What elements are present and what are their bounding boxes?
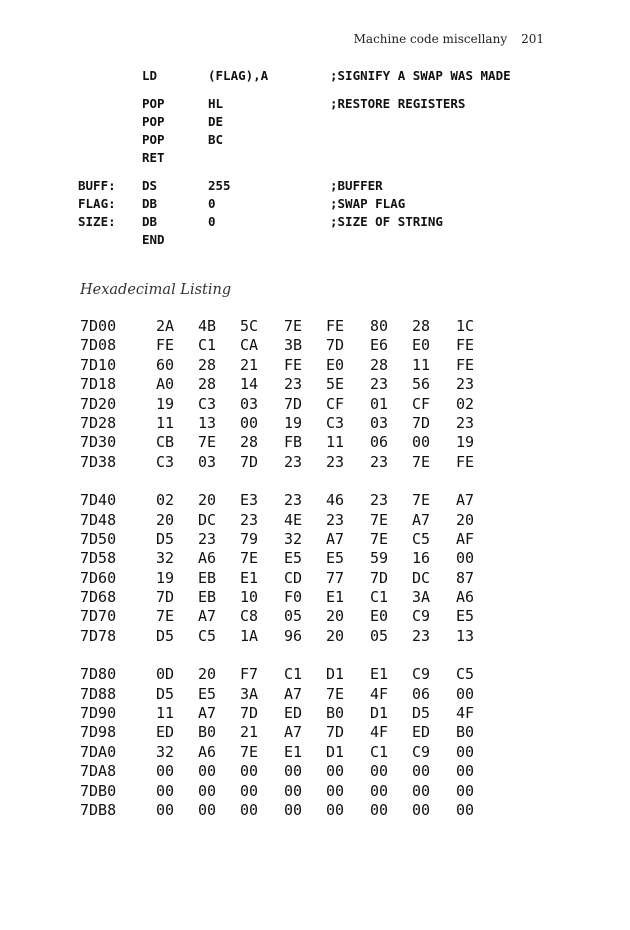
hex-byte: 00: [284, 781, 303, 800]
hex-byte: 7E: [326, 684, 345, 703]
assembly-listing: [78, 68, 548, 250]
hex-byte: 23: [370, 452, 389, 471]
hex-row: [80, 511, 500, 530]
hex-byte: D5: [156, 529, 175, 548]
hex-byte: 28: [370, 355, 389, 374]
hex-byte: 00: [326, 781, 345, 800]
hex-row: [80, 723, 500, 742]
hex-row: [80, 762, 500, 781]
hex-block: [80, 317, 500, 472]
asm-opcode: RET: [142, 150, 165, 165]
hex-byte: CD: [284, 568, 303, 587]
hex-byte: E1: [284, 742, 303, 761]
hex-byte: 13: [198, 413, 217, 432]
hex-byte: 11: [412, 355, 431, 374]
hex-byte: 20: [156, 510, 175, 529]
asm-comment: ;RESTORE REGISTERS: [330, 96, 466, 111]
hex-byte: 7D: [370, 568, 389, 587]
hex-byte: 32: [156, 742, 175, 761]
hex-byte: 00: [456, 762, 475, 781]
hex-byte: CF: [412, 394, 431, 413]
hex-byte: 80: [370, 317, 389, 335]
hex-row: [80, 336, 500, 355]
hex-byte: 3B: [284, 336, 303, 355]
hex-byte: 7E: [240, 549, 259, 568]
asm-opcode: DB: [142, 196, 158, 211]
hex-byte: 79: [240, 529, 259, 548]
hex-byte: EB: [198, 568, 217, 587]
hex-byte: 10: [240, 588, 259, 607]
hex-byte: E1: [240, 568, 259, 587]
asm-line: [78, 196, 548, 214]
hex-row: [80, 375, 500, 394]
asm-comment: ;SIGNIFY A SWAP WAS MADE: [330, 68, 511, 83]
hex-byte: 4E: [284, 510, 303, 529]
hex-byte: 60: [156, 355, 175, 374]
hex-address: 7D78: [80, 626, 117, 645]
hex-byte: 46: [326, 491, 345, 510]
hex-byte: 00: [326, 800, 345, 819]
hex-listing: [80, 317, 500, 839]
asm-opcode: LD: [142, 68, 158, 83]
hex-byte: 23: [284, 375, 303, 394]
hex-byte: 87: [456, 568, 475, 587]
hex-byte: C9: [412, 665, 431, 684]
hex-byte: D5: [156, 684, 175, 703]
hex-row: [80, 627, 500, 646]
hex-byte: A6: [198, 742, 217, 761]
hex-byte: 28: [412, 317, 431, 335]
hex-byte: 11: [326, 433, 345, 452]
hex-row: [80, 704, 500, 723]
hex-byte: 7D: [156, 588, 175, 607]
hex-byte: C5: [412, 529, 431, 548]
hex-byte: FE: [156, 336, 175, 355]
hex-byte: 19: [284, 413, 303, 432]
hex-byte: 00: [198, 781, 217, 800]
hex-row: [80, 356, 500, 375]
hex-byte: 20: [456, 510, 475, 529]
asm-operand: (FLAG),A: [208, 68, 269, 83]
hex-byte: 5C: [240, 317, 259, 335]
asm-operand: 255: [208, 178, 231, 193]
hex-row: [80, 453, 500, 472]
hex-byte: 7D: [326, 723, 345, 742]
hex-byte: 23: [456, 375, 475, 394]
hex-byte: 4F: [370, 723, 389, 742]
hex-byte: 19: [156, 394, 175, 413]
hex-address: 7D00: [80, 317, 117, 335]
hex-byte: 5E: [326, 375, 345, 394]
asm-line: [78, 132, 548, 150]
hex-byte: 00: [198, 800, 217, 819]
asm-operand: DE: [208, 114, 224, 129]
hex-byte: 3A: [412, 588, 431, 607]
hex-byte: 1C: [456, 317, 475, 335]
hex-byte: FE: [456, 336, 475, 355]
hex-byte: A7: [326, 529, 345, 548]
hex-address: 7D48: [80, 510, 117, 529]
hex-byte: FE: [456, 355, 475, 374]
hex-address: 7D28: [80, 413, 117, 432]
hex-row: [80, 588, 500, 607]
hex-byte: CA: [240, 336, 259, 355]
hex-byte: A6: [198, 549, 217, 568]
hex-byte: 00: [240, 413, 259, 432]
asm-line: [78, 150, 548, 168]
hex-byte: 03: [240, 394, 259, 413]
hex-byte: 11: [156, 704, 175, 723]
hex-address: 7D70: [80, 607, 117, 626]
line-gap: [78, 168, 548, 178]
hex-byte: 28: [198, 355, 217, 374]
hex-byte: 00: [370, 762, 389, 781]
hex-byte: B0: [326, 704, 345, 723]
hex-byte: C9: [412, 742, 431, 761]
hex-byte: 7E: [198, 433, 217, 452]
running-title: Machine code miscellany: [353, 32, 508, 46]
hex-byte: FE: [326, 317, 345, 335]
hex-byte: E5: [198, 684, 217, 703]
hex-byte: E1: [370, 665, 389, 684]
hex-byte: 4B: [198, 317, 217, 335]
hex-row: [80, 782, 500, 801]
hex-byte: A7: [198, 607, 217, 626]
hex-byte: 7E: [156, 607, 175, 626]
hex-byte: 7E: [412, 452, 431, 471]
hex-byte: D1: [370, 704, 389, 723]
hex-byte: 00: [456, 742, 475, 761]
hex-byte: C5: [456, 665, 475, 684]
hex-byte: 7D: [240, 704, 259, 723]
page-header: [354, 32, 544, 46]
hex-row: [80, 665, 500, 684]
hex-byte: B0: [456, 723, 475, 742]
hex-byte: C3: [198, 394, 217, 413]
hex-byte: 4F: [370, 684, 389, 703]
hex-byte: 7D: [326, 336, 345, 355]
asm-opcode: POP: [142, 96, 165, 111]
hex-byte: E5: [326, 549, 345, 568]
hex-byte: 23: [284, 452, 303, 471]
asm-comment: ;SWAP FLAG: [330, 196, 406, 211]
hex-byte: 23: [412, 626, 431, 645]
hex-byte: A7: [198, 704, 217, 723]
hex-row: [80, 549, 500, 568]
hex-byte: 00: [156, 781, 175, 800]
hex-address: 7D88: [80, 684, 117, 703]
hex-byte: 28: [240, 433, 259, 452]
hex-byte: 11: [156, 413, 175, 432]
hex-row: [80, 743, 500, 762]
hex-listing-heading: Hexadecimal Listing: [80, 282, 232, 298]
hex-address: 7D98: [80, 723, 117, 742]
hex-byte: E0: [412, 336, 431, 355]
asm-label: FLAG:: [78, 196, 116, 211]
asm-opcode: DB: [142, 214, 158, 229]
asm-line: [78, 232, 548, 250]
hex-byte: DC: [198, 510, 217, 529]
hex-byte: 32: [284, 529, 303, 548]
hex-byte: 03: [198, 452, 217, 471]
hex-byte: 00: [198, 762, 217, 781]
hex-byte: 59: [370, 549, 389, 568]
hex-row: [80, 317, 500, 336]
hex-byte: 23: [456, 413, 475, 432]
hex-byte: C1: [198, 336, 217, 355]
hex-row: [80, 607, 500, 626]
hex-byte: EB: [198, 588, 217, 607]
hex-byte: 00: [456, 684, 475, 703]
hex-address: 7DA0: [80, 742, 117, 761]
hex-row: [80, 530, 500, 549]
hex-byte: 77: [326, 568, 345, 587]
hex-byte: 7D: [240, 452, 259, 471]
hex-address: 7D60: [80, 568, 117, 587]
hex-byte: A7: [412, 510, 431, 529]
asm-comment: ;BUFFER: [330, 178, 383, 193]
hex-byte: FE: [456, 452, 475, 471]
hex-address: 7D90: [80, 704, 117, 723]
hex-address: 7D40: [80, 491, 117, 510]
hex-byte: 00: [284, 800, 303, 819]
hex-byte: 7E: [240, 742, 259, 761]
hex-row: [80, 433, 500, 452]
hex-byte: A6: [456, 588, 475, 607]
hex-byte: 7E: [370, 529, 389, 548]
hex-byte: E0: [326, 355, 345, 374]
hex-byte: 03: [370, 413, 389, 432]
asm-comment: ;SIZE OF STRING: [330, 214, 443, 229]
page-number: 201: [521, 32, 544, 46]
hex-byte: E1: [326, 588, 345, 607]
hex-address: 7D58: [80, 549, 117, 568]
hex-byte: 00: [456, 800, 475, 819]
asm-label: BUFF:: [78, 178, 116, 193]
hex-row: [80, 414, 500, 433]
hex-byte: ED: [284, 704, 303, 723]
hex-address: 7D10: [80, 355, 117, 374]
hex-byte: DC: [412, 568, 431, 587]
hex-byte: 96: [284, 626, 303, 645]
hex-byte: 05: [370, 626, 389, 645]
hex-byte: C1: [370, 742, 389, 761]
asm-line: [78, 68, 548, 86]
asm-line: [78, 96, 548, 114]
hex-address: 7DB0: [80, 781, 117, 800]
hex-row: [80, 801, 500, 820]
hex-byte: E0: [370, 607, 389, 626]
hex-byte: 32: [156, 549, 175, 568]
hex-byte: D1: [326, 742, 345, 761]
hex-block: [80, 491, 500, 646]
line-gap: [78, 86, 548, 96]
hex-byte: C9: [412, 607, 431, 626]
hex-byte: C8: [240, 607, 259, 626]
hex-byte: AF: [456, 529, 475, 548]
hex-byte: 23: [326, 510, 345, 529]
hex-byte: 00: [284, 762, 303, 781]
hex-byte: 23: [284, 491, 303, 510]
hex-byte: 23: [198, 529, 217, 548]
hex-byte: 02: [156, 491, 175, 510]
hex-byte: B0: [198, 723, 217, 742]
hex-byte: 7D: [412, 413, 431, 432]
hex-byte: 00: [240, 800, 259, 819]
hex-byte: CF: [326, 394, 345, 413]
hex-byte: 4F: [456, 704, 475, 723]
hex-byte: 23: [326, 452, 345, 471]
hex-byte: 23: [240, 510, 259, 529]
hex-byte: 28: [198, 375, 217, 394]
hex-byte: 20: [326, 626, 345, 645]
hex-address: 7D18: [80, 375, 117, 394]
hex-byte: 21: [240, 723, 259, 742]
hex-byte: 7D: [284, 394, 303, 413]
hex-byte: 00: [326, 762, 345, 781]
asm-operand: BC: [208, 132, 224, 147]
hex-row: [80, 685, 500, 704]
hex-byte: CB: [156, 433, 175, 452]
hex-row: [80, 491, 500, 510]
asm-operand: 0: [208, 196, 216, 211]
hex-byte: ED: [156, 723, 175, 742]
hex-byte: 20: [326, 607, 345, 626]
hex-byte: 00: [412, 433, 431, 452]
hex-byte: 2A: [156, 317, 175, 335]
hex-byte: 14: [240, 375, 259, 394]
asm-line: [78, 178, 548, 196]
asm-operand: HL: [208, 96, 224, 111]
hex-byte: F7: [240, 665, 259, 684]
asm-label: SIZE:: [78, 214, 116, 229]
hex-byte: 20: [198, 665, 217, 684]
hex-byte: 00: [156, 762, 175, 781]
hex-byte: 01: [370, 394, 389, 413]
hex-byte: 7E: [284, 317, 303, 335]
hex-byte: D5: [412, 704, 431, 723]
asm-opcode: POP: [142, 132, 165, 147]
hex-byte: A7: [284, 723, 303, 742]
hex-byte: 00: [412, 762, 431, 781]
hex-address: 7DA8: [80, 762, 117, 781]
hex-byte: C3: [156, 452, 175, 471]
hex-byte: 19: [456, 433, 475, 452]
hex-byte: A0: [156, 375, 175, 394]
hex-byte: FB: [284, 433, 303, 452]
hex-byte: D5: [156, 626, 175, 645]
hex-byte: C1: [284, 665, 303, 684]
hex-byte: 00: [412, 800, 431, 819]
hex-byte: C3: [326, 413, 345, 432]
hex-address: 7D50: [80, 529, 117, 548]
hex-byte: 00: [456, 781, 475, 800]
asm-line: [78, 114, 548, 132]
hex-address: 7D68: [80, 588, 117, 607]
hex-byte: 23: [370, 491, 389, 510]
hex-byte: 16: [412, 549, 431, 568]
hex-byte: 05: [284, 607, 303, 626]
hex-byte: C1: [370, 588, 389, 607]
hex-byte: 56: [412, 375, 431, 394]
hex-byte: 00: [370, 800, 389, 819]
hex-address: 7D08: [80, 336, 117, 355]
hex-byte: 20: [198, 491, 217, 510]
hex-byte: 0D: [156, 665, 175, 684]
asm-line: [78, 214, 548, 232]
hex-byte: 00: [370, 781, 389, 800]
hex-byte: 7E: [370, 510, 389, 529]
asm-operand: 0: [208, 214, 216, 229]
asm-opcode: END: [142, 232, 165, 247]
hex-byte: 19: [156, 568, 175, 587]
hex-byte: E3: [240, 491, 259, 510]
hex-byte: 00: [156, 800, 175, 819]
hex-block: [80, 665, 500, 820]
asm-opcode: DS: [142, 178, 158, 193]
hex-byte: F0: [284, 588, 303, 607]
hex-byte: 06: [370, 433, 389, 452]
hex-byte: 3A: [240, 684, 259, 703]
hex-byte: 02: [456, 394, 475, 413]
hex-row: [80, 569, 500, 588]
hex-byte: 13: [456, 626, 475, 645]
hex-byte: 00: [456, 549, 475, 568]
hex-byte: E6: [370, 336, 389, 355]
hex-address: 7DB8: [80, 800, 117, 819]
asm-opcode: POP: [142, 114, 165, 129]
hex-byte: 06: [412, 684, 431, 703]
hex-byte: D1: [326, 665, 345, 684]
hex-byte: 00: [412, 781, 431, 800]
hex-byte: A7: [456, 491, 475, 510]
hex-address: 7D20: [80, 394, 117, 413]
hex-byte: 23: [370, 375, 389, 394]
hex-byte: 7E: [412, 491, 431, 510]
hex-byte: 00: [240, 762, 259, 781]
hex-address: 7D80: [80, 665, 117, 684]
hex-byte: FE: [284, 355, 303, 374]
hex-byte: 1A: [240, 626, 259, 645]
hex-byte: 00: [240, 781, 259, 800]
hex-byte: E5: [456, 607, 475, 626]
hex-row: [80, 395, 500, 414]
hex-byte: 21: [240, 355, 259, 374]
hex-byte: E5: [284, 549, 303, 568]
hex-byte: A7: [284, 684, 303, 703]
hex-byte: C5: [198, 626, 217, 645]
hex-address: 7D38: [80, 452, 117, 471]
hex-address: 7D30: [80, 433, 117, 452]
hex-byte: ED: [412, 723, 431, 742]
